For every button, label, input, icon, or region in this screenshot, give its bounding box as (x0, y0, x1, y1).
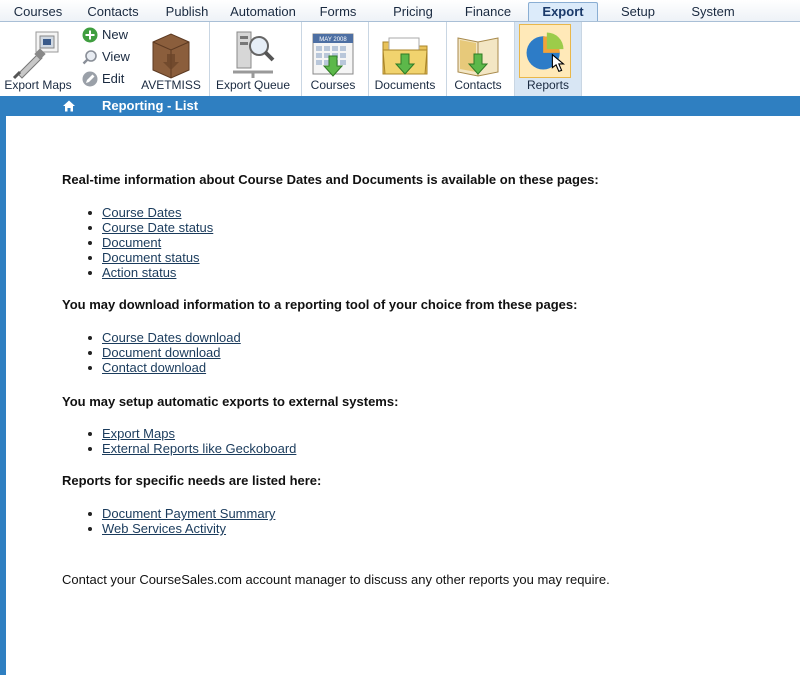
export-toolbar (0, 22, 800, 96)
plus-circle-icon (82, 27, 98, 43)
tab-setup[interactable]: Setup (621, 4, 655, 19)
page-title: Reporting - List (102, 98, 199, 113)
export-queue-button[interactable] (210, 22, 296, 96)
address-book-download-icon (452, 28, 504, 80)
footer-note: Contact your CourseSales.com account manager to discuss any other reports you may require. (62, 572, 610, 587)
courses-export-button[interactable] (302, 22, 364, 96)
box-download-icon (145, 28, 197, 80)
link-web-services-activity[interactable]: Web Services Activity (102, 521, 227, 536)
export-queue-label: Export Queue (215, 78, 291, 92)
section-heading-automatic-exports: You may setup automatic exports to external systems: (62, 394, 399, 409)
documents-export-label: Documents (374, 78, 436, 92)
link-course-date-status[interactable]: Course Date status (102, 220, 214, 235)
avetmiss-button[interactable] (136, 22, 206, 96)
link-document-download[interactable]: Document download (102, 345, 221, 360)
section-heading-download: You may download information to a reporting tool of your choice from these pages: (62, 297, 578, 312)
queue-search-icon (227, 28, 279, 80)
courses-export-label: Courses (310, 78, 356, 92)
section-heading-realtime: Real-time information about Course Dates and Documents is available on these pages: (62, 172, 599, 187)
tab-forms[interactable]: Forms (319, 4, 357, 19)
tab-pricing[interactable]: Pricing (393, 4, 433, 19)
magnifier-icon (82, 49, 98, 65)
link-document[interactable]: Document (102, 235, 162, 250)
tab-contacts[interactable]: Contacts (87, 4, 139, 19)
folder-download-icon (379, 28, 431, 80)
left-edge-bar (0, 116, 6, 675)
new-label: New (102, 27, 129, 42)
link-document-payment-summary[interactable]: Document Payment Summary (102, 506, 276, 521)
link-action-status[interactable]: Action status (102, 265, 177, 280)
reports-label: Reports (526, 78, 570, 92)
new-button[interactable] (82, 25, 142, 45)
tab-automation[interactable]: Automation (230, 4, 296, 19)
tab-publish[interactable]: Publish (165, 4, 209, 19)
avetmiss-label: AVETMISS (141, 78, 201, 92)
documents-export-button[interactable] (369, 22, 441, 96)
reports-button[interactable] (519, 24, 571, 78)
link-export-maps[interactable]: Export Maps (102, 426, 175, 441)
main-tab-bar (0, 0, 800, 22)
edit-button[interactable] (82, 69, 142, 89)
section-heading-specific-reports: Reports for specific needs are listed here: (62, 473, 322, 488)
tab-finance[interactable]: Finance (464, 4, 512, 19)
contacts-export-button[interactable] (447, 22, 509, 96)
link-contact-download[interactable]: Contact download (102, 360, 207, 375)
contacts-export-label: Contacts (454, 78, 502, 92)
tab-export[interactable]: Export (528, 2, 598, 21)
export-maps-icon (12, 28, 64, 80)
reports-button-area (515, 22, 581, 96)
pie-chart-icon (521, 27, 569, 75)
link-course-dates-download[interactable]: Course Dates download (102, 330, 241, 345)
link-course-dates[interactable]: Course Dates (102, 205, 182, 220)
view-label: View (102, 49, 130, 64)
export-maps-label: Export Maps (4, 78, 72, 92)
view-button[interactable] (82, 47, 142, 67)
home-icon[interactable] (62, 99, 76, 113)
link-document-status[interactable]: Document status (102, 250, 200, 265)
tab-courses[interactable]: Courses (13, 4, 63, 19)
tab-system[interactable]: System (691, 4, 735, 19)
pencil-circle-icon (82, 71, 98, 87)
calendar-download-icon (307, 28, 359, 80)
calendar-month-text: MAY 2008 (319, 37, 347, 43)
edit-label: Edit (102, 71, 125, 86)
link-external-reports[interactable]: External Reports like Geckoboard (102, 441, 297, 456)
export-maps-button[interactable] (0, 22, 76, 96)
